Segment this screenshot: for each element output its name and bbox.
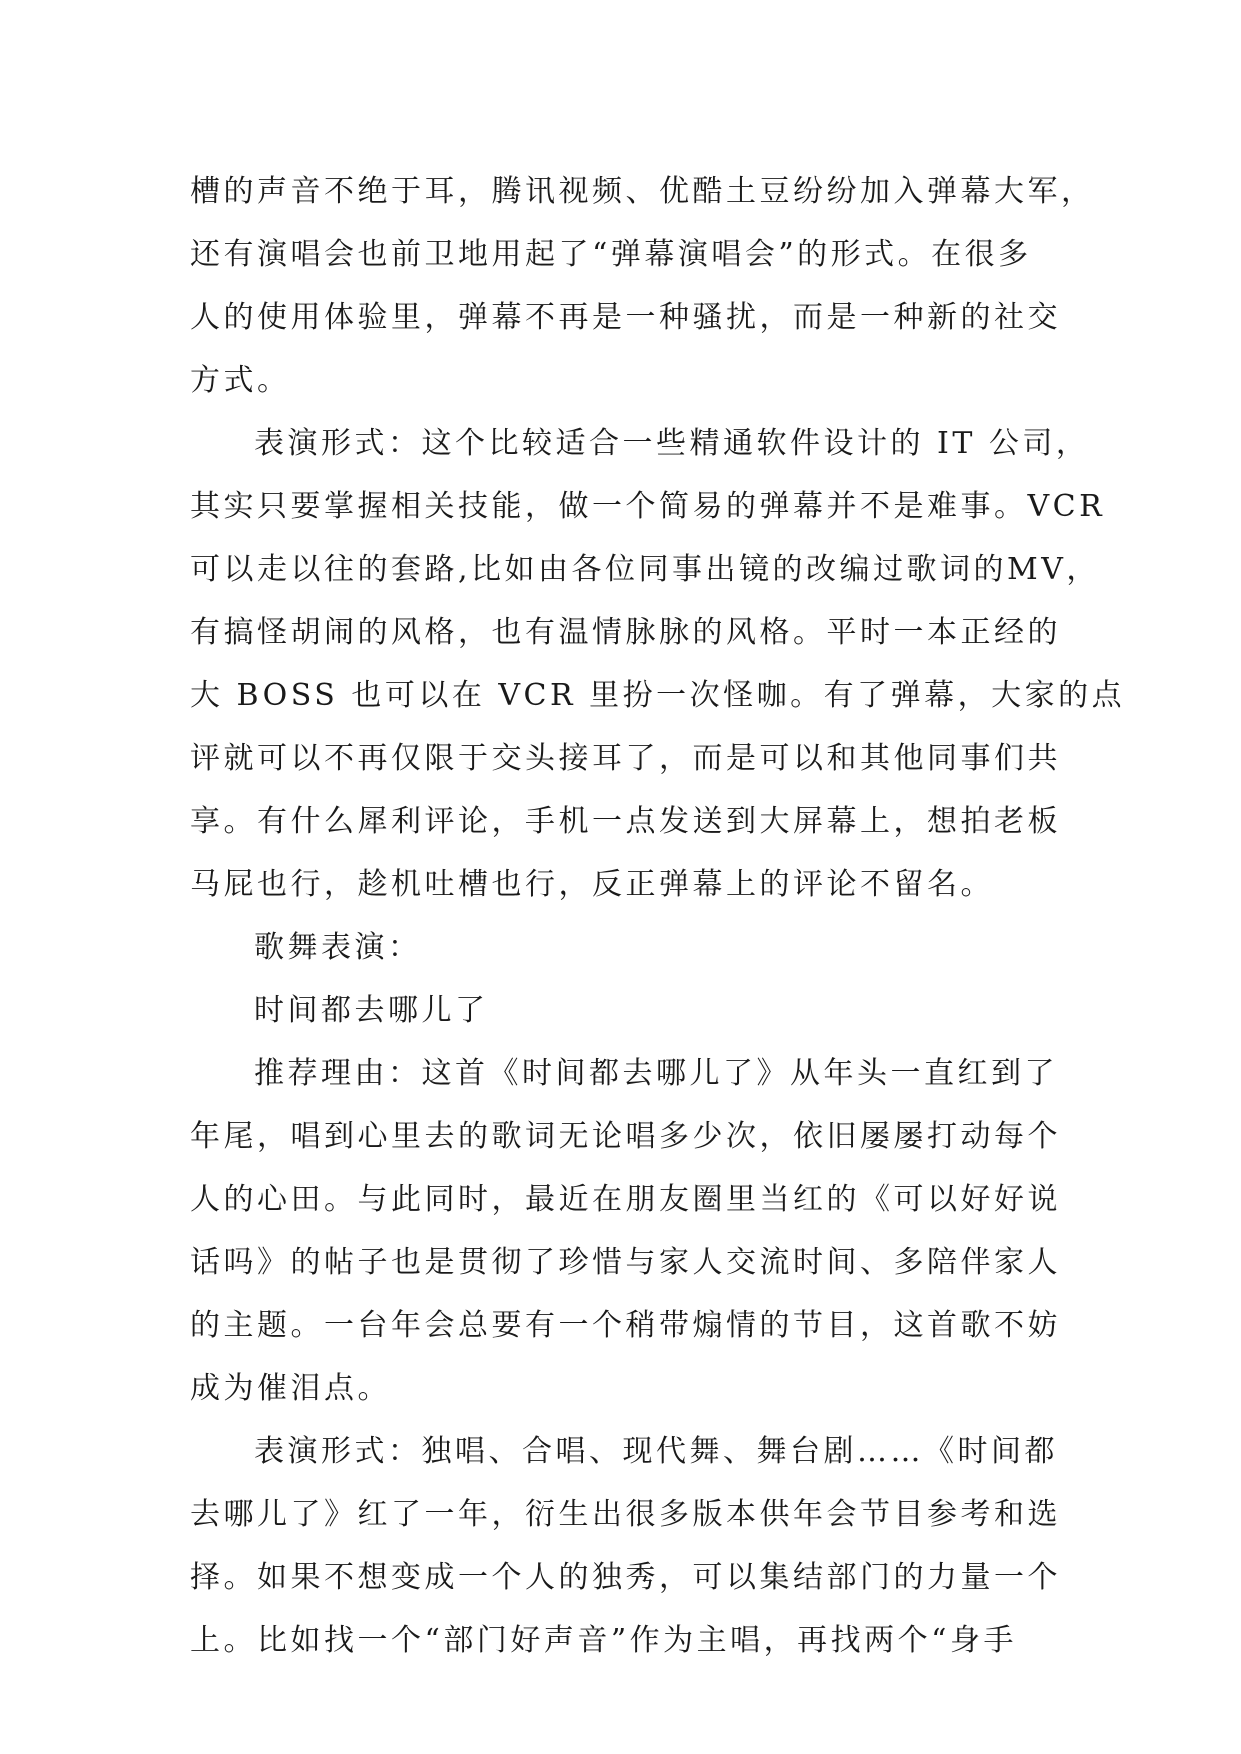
text-line: 上。比如找一个“部门好声音”作为主唱，再找两个“身手	[190, 1623, 1018, 1658]
text-line: 话吗》的帖子也是贯彻了珍惜与家人交流时间、多陪伴家人	[190, 1245, 1061, 1280]
paragraph-first-line: 推荐理由：这首《时间都去哪儿了》从年头一直红到了	[254, 1056, 1058, 1091]
text-line: 槽的声音不绝于耳，腾讯视频、优酷土豆纷纷加入弹幕大军，	[190, 174, 1095, 209]
text-line: 的主题。一台年会总要有一个稍带煽情的节目，这首歌不妨	[190, 1308, 1061, 1343]
text-line: 大 BOSS 也可以在 VCR 里扮一次怪咖。有了弹幕，大家的点	[190, 678, 1126, 713]
document-body	[190, 160, 1126, 1672]
text-line: 去哪儿了》红了一年，衍生出很多版本供年会节目参考和选	[190, 1497, 1061, 1532]
text-line: 人的心田。与此同时，最近在朋友圈里当红的《可以好好说	[190, 1182, 1061, 1217]
paragraph-first-line: 表演形式：独唱、合唱、现代舞、舞台剧……《时间都	[254, 1434, 1058, 1469]
song-title: 时间都去哪儿了	[254, 993, 489, 1028]
text-line: 享。有什么犀利评论，手机一点发送到大屏幕上，想拍老板	[190, 804, 1061, 839]
text-line: 方式。	[190, 363, 291, 398]
text-line: 其实只要掌握相关技能，做一个简易的弹幕并不是难事。VCR	[190, 489, 1106, 524]
section-heading: 歌舞表演：	[254, 930, 422, 965]
text-line: 择。如果不想变成一个人的独秀，可以集结部门的力量一个	[190, 1560, 1061, 1595]
text-line: 马屁也行，趁机吐槽也行，反正弹幕上的评论不留名。	[190, 867, 994, 902]
paragraph-first-line: 表演形式：这个比较适合一些精通软件设计的 IT 公司，	[254, 426, 1090, 461]
text-line: 还有演唱会也前卫地用起了“弹幕演唱会”的形式。在很多	[190, 237, 1032, 272]
text-line: 有搞怪胡闹的风格，也有温情脉脉的风格。平时一本正经的	[190, 615, 1061, 650]
text-line: 评就可以不再仅限于交头接耳了，而是可以和其他同事们共	[190, 741, 1061, 776]
text-line: 年尾，唱到心里去的歌词无论唱多少次，依旧屡屡打动每个	[190, 1119, 1061, 1154]
text-line: 可以走以往的套路,比如由各位同事出镜的改编过歌词的MV，	[190, 552, 1100, 587]
text-line: 人的使用体验里，弹幕不再是一种骚扰，而是一种新的社交	[190, 300, 1061, 335]
text-line: 成为催泪点。	[190, 1371, 391, 1406]
